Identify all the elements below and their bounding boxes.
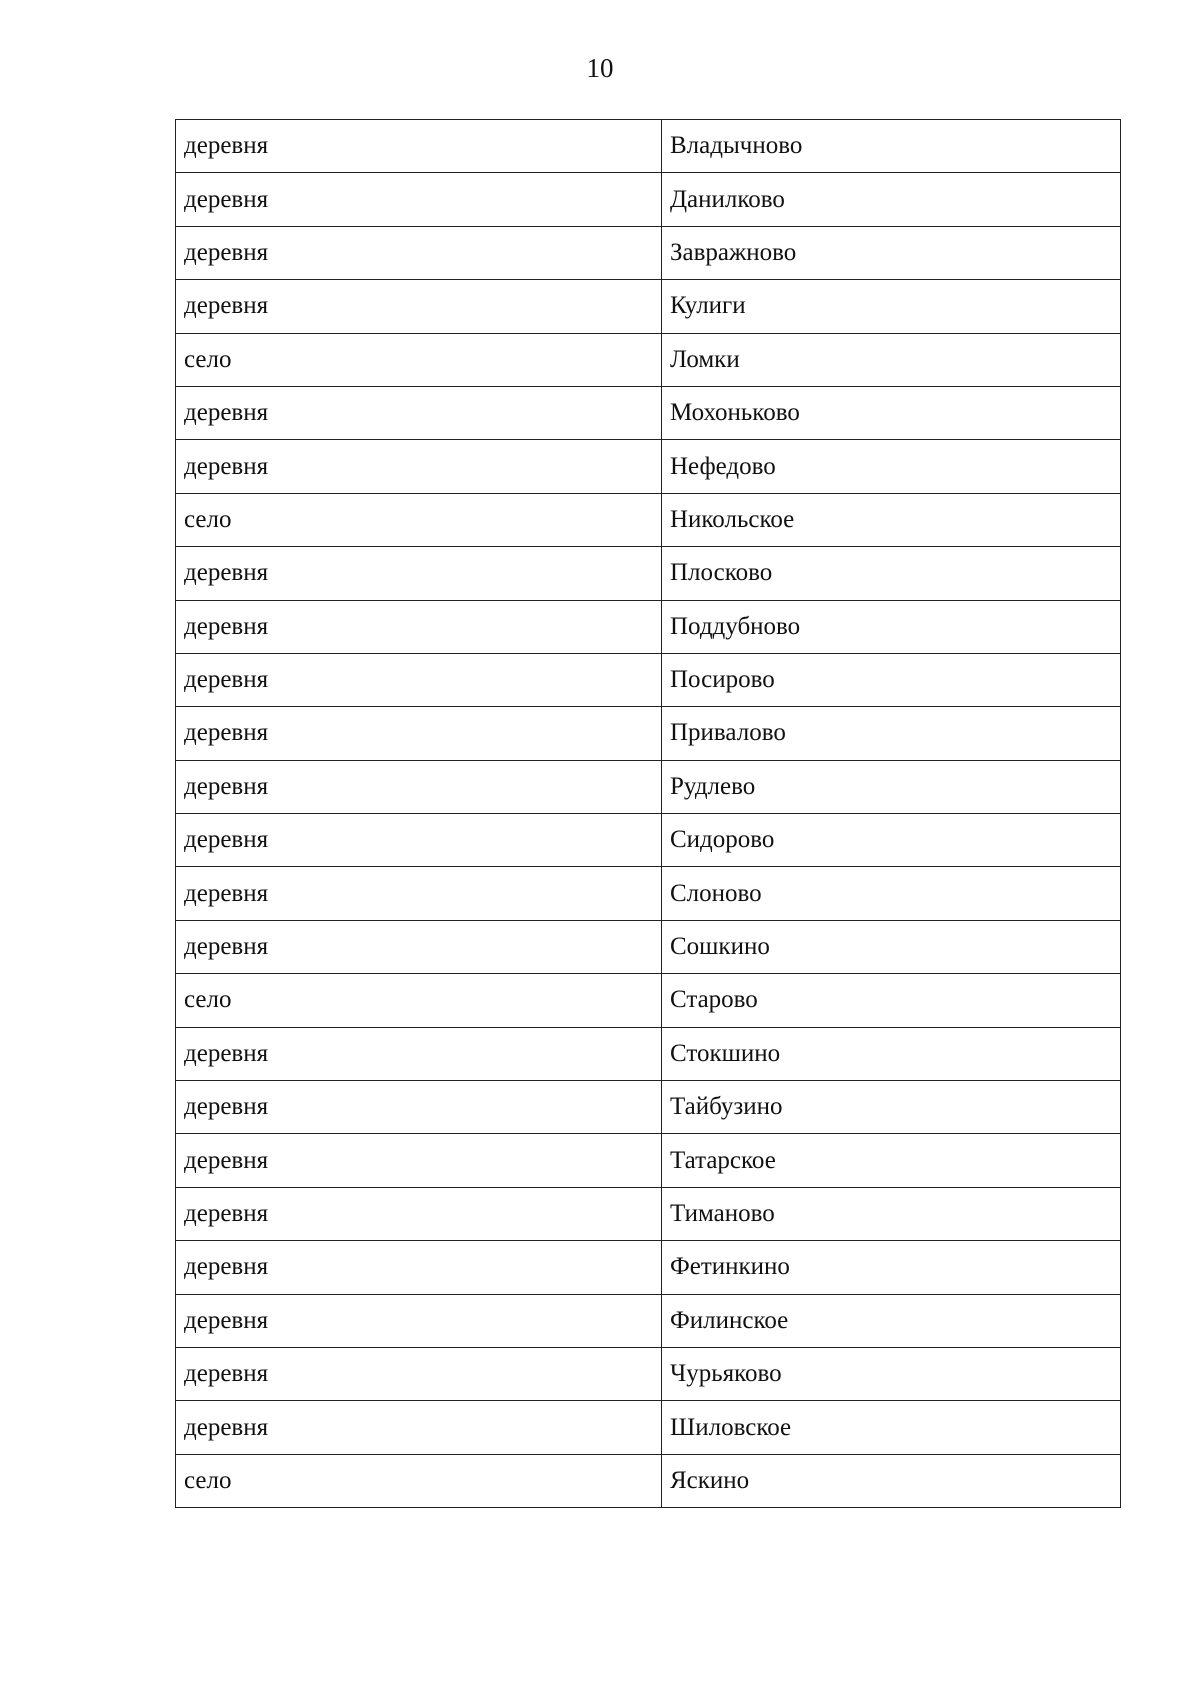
settlement-type-cell: деревня xyxy=(176,226,662,279)
settlement-type-cell: деревня xyxy=(176,1027,662,1080)
table-row xyxy=(176,1027,1121,1080)
settlement-type-cell: деревня xyxy=(176,173,662,226)
table-row xyxy=(176,760,1121,813)
table-row xyxy=(176,120,1121,173)
settlement-name-cell: Яскино xyxy=(662,1454,1121,1507)
settlement-type-cell: деревня xyxy=(176,653,662,706)
table-row xyxy=(176,280,1121,333)
table-row xyxy=(176,1347,1121,1400)
settlement-name-cell: Кулиги xyxy=(662,280,1121,333)
table-row xyxy=(176,1241,1121,1294)
settlement-name-cell: Рудлево xyxy=(662,760,1121,813)
settlement-table xyxy=(175,119,1121,1508)
settlement-name-cell: Сидорово xyxy=(662,814,1121,867)
table-row xyxy=(176,333,1121,386)
settlement-type-cell: деревня xyxy=(176,867,662,920)
page-number: 10 xyxy=(586,53,614,83)
settlement-type-cell: деревня xyxy=(176,1134,662,1187)
settlement-name-cell: Владычново xyxy=(662,120,1121,173)
settlement-name-cell: Завражново xyxy=(662,226,1121,279)
settlement-name-cell: Посирово xyxy=(662,653,1121,706)
table-row xyxy=(176,600,1121,653)
settlement-name-cell: Шиловское xyxy=(662,1401,1121,1454)
settlement-name-cell: Фетинкино xyxy=(662,1241,1121,1294)
table-row xyxy=(176,1081,1121,1134)
settlement-name-cell: Тайбузино xyxy=(662,1081,1121,1134)
settlement-type-cell: село xyxy=(176,1454,662,1507)
table-row xyxy=(176,707,1121,760)
settlement-name-cell: Поддубново xyxy=(662,600,1121,653)
settlement-name-cell: Старово xyxy=(662,974,1121,1027)
table-row xyxy=(176,814,1121,867)
settlement-type-cell: деревня xyxy=(176,1081,662,1134)
settlement-type-cell: деревня xyxy=(176,120,662,173)
settlement-name-cell: Данилково xyxy=(662,173,1121,226)
settlement-type-cell: деревня xyxy=(176,920,662,973)
settlement-type-cell: село xyxy=(176,974,662,1027)
settlement-name-cell: Ломки xyxy=(662,333,1121,386)
settlement-type-cell: село xyxy=(176,493,662,546)
table-body xyxy=(176,120,1121,1508)
settlement-type-cell: деревня xyxy=(176,1401,662,1454)
settlement-type-cell: деревня xyxy=(176,1241,662,1294)
settlement-type-cell: деревня xyxy=(176,814,662,867)
settlement-type-cell: деревня xyxy=(176,280,662,333)
table-row xyxy=(176,867,1121,920)
settlement-name-cell: Чурьяково xyxy=(662,1347,1121,1400)
table-row xyxy=(176,386,1121,439)
table-row xyxy=(176,173,1121,226)
settlement-type-cell: деревня xyxy=(176,707,662,760)
settlement-name-cell: Плосково xyxy=(662,547,1121,600)
settlement-name-cell: Тиманово xyxy=(662,1187,1121,1240)
table-row xyxy=(176,440,1121,493)
settlement-type-cell: село xyxy=(176,333,662,386)
table-row xyxy=(176,653,1121,706)
settlement-name-cell: Мохоньково xyxy=(662,386,1121,439)
table-row xyxy=(176,547,1121,600)
table-row xyxy=(176,493,1121,546)
table-row xyxy=(176,1187,1121,1240)
settlement-type-cell: деревня xyxy=(176,1347,662,1400)
settlement-name-cell: Стокшино xyxy=(662,1027,1121,1080)
settlement-type-cell: деревня xyxy=(176,1294,662,1347)
settlement-type-cell: деревня xyxy=(176,440,662,493)
settlement-name-cell: Нефедово xyxy=(662,440,1121,493)
settlement-name-cell: Сошкино xyxy=(662,920,1121,973)
table-row xyxy=(176,1134,1121,1187)
table-row xyxy=(176,226,1121,279)
settlement-type-cell: деревня xyxy=(176,386,662,439)
table-row xyxy=(176,1454,1121,1507)
settlement-name-cell: Филинское xyxy=(662,1294,1121,1347)
settlement-name-cell: Слоново xyxy=(662,867,1121,920)
settlement-type-cell: деревня xyxy=(176,547,662,600)
settlement-type-cell: деревня xyxy=(176,760,662,813)
table-row xyxy=(176,1294,1121,1347)
table-row xyxy=(176,974,1121,1027)
settlement-name-cell: Привалово xyxy=(662,707,1121,760)
table-row xyxy=(176,1401,1121,1454)
table-row xyxy=(176,920,1121,973)
settlement-type-cell: деревня xyxy=(176,600,662,653)
settlement-type-cell: деревня xyxy=(176,1187,662,1240)
settlement-name-cell: Никольское xyxy=(662,493,1121,546)
settlement-name-cell: Татарское xyxy=(662,1134,1121,1187)
